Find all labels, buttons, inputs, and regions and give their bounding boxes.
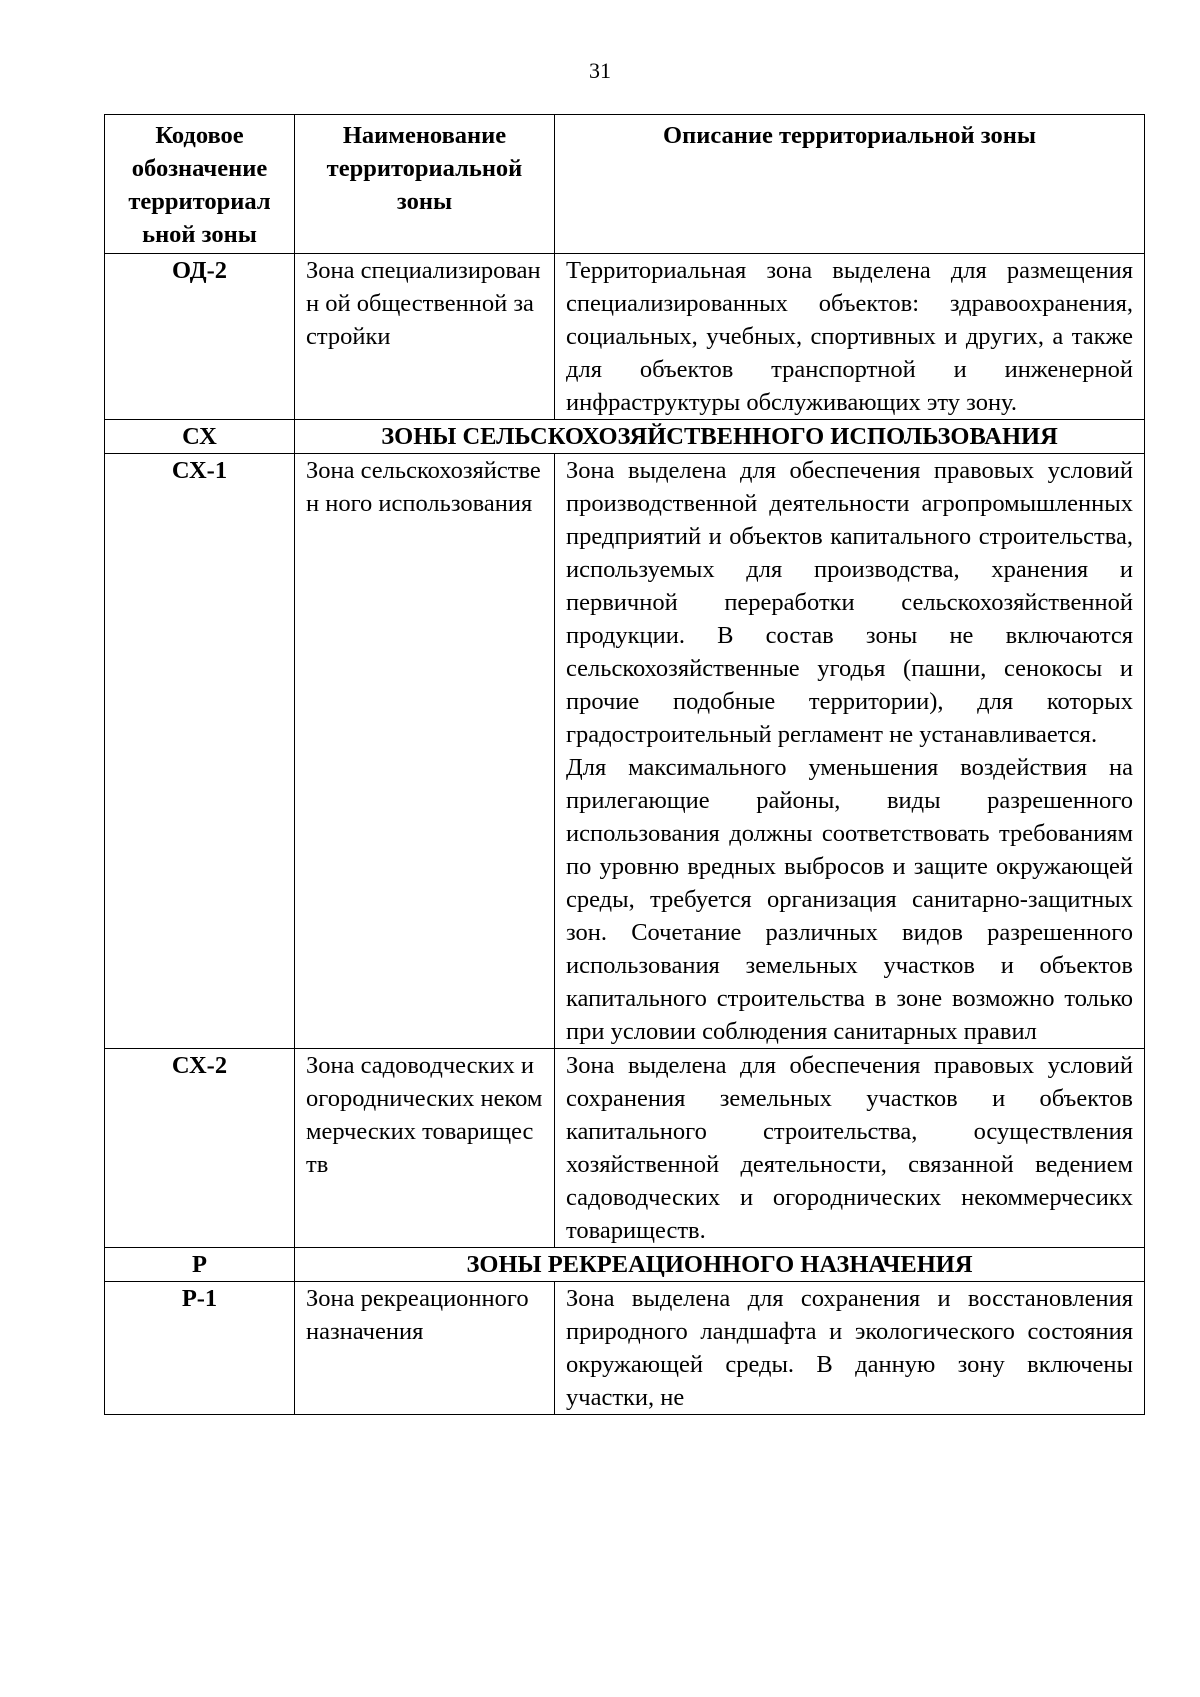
zones-table xyxy=(104,114,1145,1415)
zone-description-paragraph: Для максимального уменьшения воздействия на прилегающие районы, виды разрешенного использования должны соответствовать требованиям по уровню вредных выбросов и защите окружающей среды, требуется организация санитарно-защитных зон. Сочетание различных видов разрешенного использования земельных участков и объектов капитального строительства в зоне возможно только при условии соблюдения санитарных правил xyxy=(566,754,1133,1045)
table-row-r1 xyxy=(105,1282,1145,1415)
group-title: ЗОНЫ СЕЛЬСКОХОЗЯЙСТВЕННОГО ИСПОЛЬЗОВАНИЯ xyxy=(295,420,1145,454)
zone-description: Зона выделена для сохранения и восстановления природного ландшафта и экологического состояния окружающей среды. В данную зону включены участки, не xyxy=(555,1282,1145,1415)
header-name: Наименование территориальной зоны xyxy=(295,115,555,254)
table-row-sx1 xyxy=(105,454,1145,1049)
group-code: Р xyxy=(105,1248,295,1282)
zone-name: Зона специализированн ой общественной застройки xyxy=(295,254,555,420)
table-header-row xyxy=(105,115,1145,254)
header-description: Описание территориальной зоны xyxy=(555,115,1145,254)
group-row-sx xyxy=(105,420,1145,454)
zone-name: Зона сельскохозяйствен ного использования xyxy=(295,454,555,1049)
zone-description xyxy=(555,454,1145,1049)
table-row-od2 xyxy=(105,254,1145,420)
zone-code: Р-1 xyxy=(105,1282,295,1415)
zone-description-paragraph: Зона выделена для обеспечения правовых условий производственной деятельности агропромышленных предприятий и объектов капитального строительства, используемых для производства, хранения и первичной переработки сельскохозяйственной продукции. В состав зоны не включаются сельскохозяйственные угодья (пашни, сенокосы и прочие подобные территории), для которых градостроительный регламент не устанавливается. xyxy=(566,457,1133,748)
zone-code: ОД-2 xyxy=(105,254,295,420)
group-code: СХ xyxy=(105,420,295,454)
zone-name: Зона рекреационного назначения xyxy=(295,1282,555,1415)
group-row-r xyxy=(105,1248,1145,1282)
zone-description: Зона выделена для обеспечения правовых условий сохранения земельных участков и объектов капитального строительства, осуществления хозяйственной деятельности, связанной ведением садоводческих и огороднических некоммерчесикх товариществ. xyxy=(555,1049,1145,1248)
zone-code: СХ-1 xyxy=(105,454,295,1049)
zone-name: Зона садоводческих и огороднических некоммерческих товариществ xyxy=(295,1049,555,1248)
header-code: Кодовое обозначение территориал ьной зоны xyxy=(105,115,295,254)
table-row-sx2 xyxy=(105,1049,1145,1248)
zone-code: СХ-2 xyxy=(105,1049,295,1248)
page-number: 31 xyxy=(589,58,611,83)
group-title: ЗОНЫ РЕКРЕАЦИОННОГО НАЗНАЧЕНИЯ xyxy=(295,1248,1145,1282)
zone-description: Территориальная зона выделена для размещения специализированных объектов: здравоохранения, социальных, учебных, спортивных и других, а также для объектов транспортной и инженерной инфраструктуры обслуживающих эту зону. xyxy=(555,254,1145,420)
